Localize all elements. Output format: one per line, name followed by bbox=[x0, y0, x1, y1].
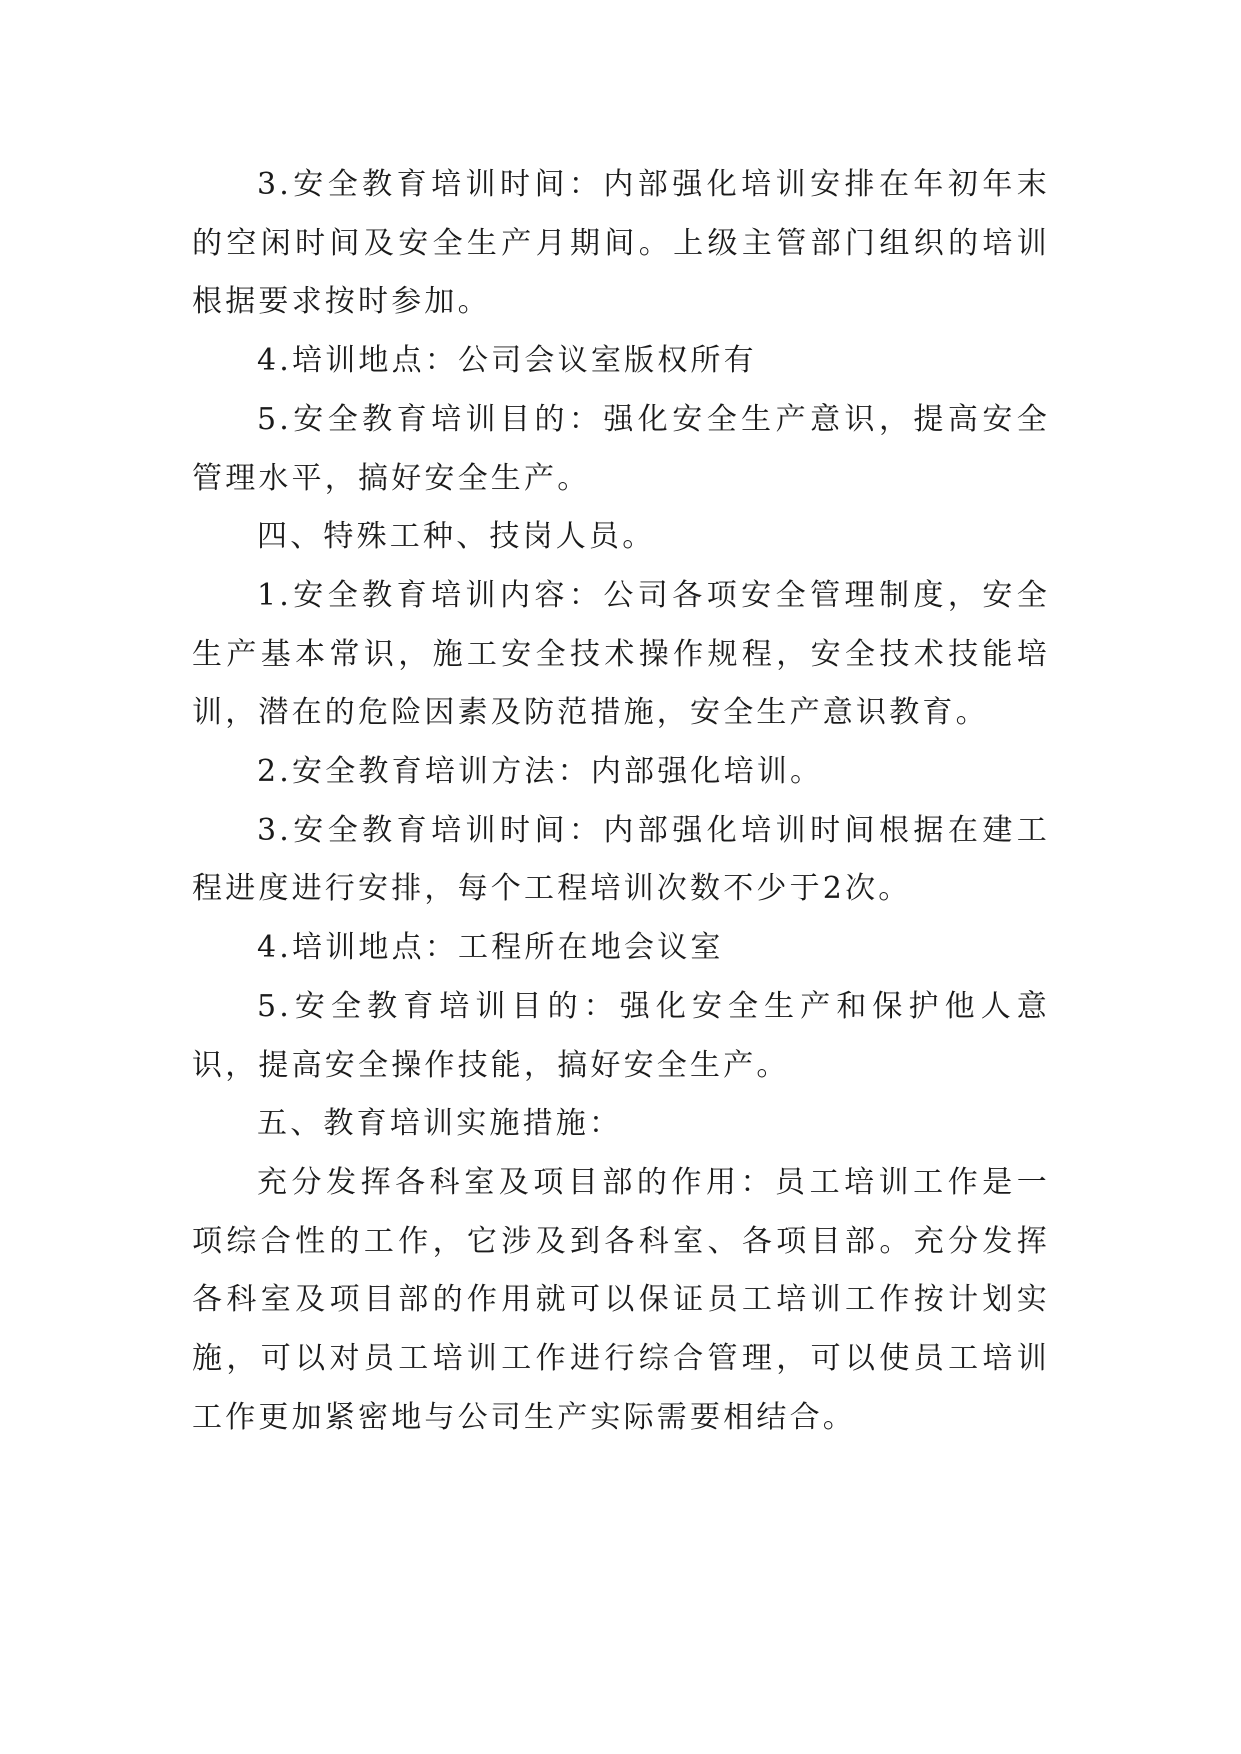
paragraph-training-location-2: 4.培训地点：工程所在地会议室 bbox=[257, 930, 724, 966]
paragraph-training-content: 1.安全教育培训内容：公司各项安全管理制度，安全生产基本常识，施工安全技术操作规程，安全技术技能培训，潜在的危险因素及防范措施，安全生产意识教育。 bbox=[192, 577, 1050, 731]
paragraph-training-location: 4.培训地点：公司会议室版权所有 bbox=[257, 343, 757, 379]
paragraph-training-time-2: 3.安全教育培训时间：内部强化培训时间根据在建工程进度进行安排，每个工程培训次数不少于2次。 bbox=[192, 812, 1050, 907]
section-heading-special-workers: 四、特殊工种、技岗人员。 bbox=[257, 519, 656, 555]
section-heading-implementation: 五、教育培训实施措施： bbox=[257, 1106, 623, 1142]
paragraph-training-purpose-2: 5.安全教育培训目的：强化安全生产和保护他人意识，提高安全操作技能，搞好安全生产。 bbox=[192, 988, 1050, 1083]
document-body bbox=[192, 156, 1050, 1447]
paragraph-implementation-detail: 充分发挥各科室及项目部的作用：员工培训工作是一项综合性的工作，它涉及到各科室、各项目部。充分发挥各科室及项目部的作用就可以保证员工培训工作按计划实施，可以对员工培训工作进行综合管理，可以使员工培训工作更加紧密地与公司生产实际需要相结合。 bbox=[192, 1164, 1050, 1435]
paragraph-training-method: 2.安全教育培训方法：内部强化培训。 bbox=[257, 754, 824, 790]
paragraph-training-purpose: 5.安全教育培训目的：强化安全生产意识，提高安全管理水平，搞好安全生产。 bbox=[192, 401, 1050, 496]
paragraph-training-time: 3.安全教育培训时间：内部强化培训安排在年初年末的空闲时间及安全生产月期间。上级主管部门组织的培训根据要求按时参加。 bbox=[192, 167, 1050, 320]
